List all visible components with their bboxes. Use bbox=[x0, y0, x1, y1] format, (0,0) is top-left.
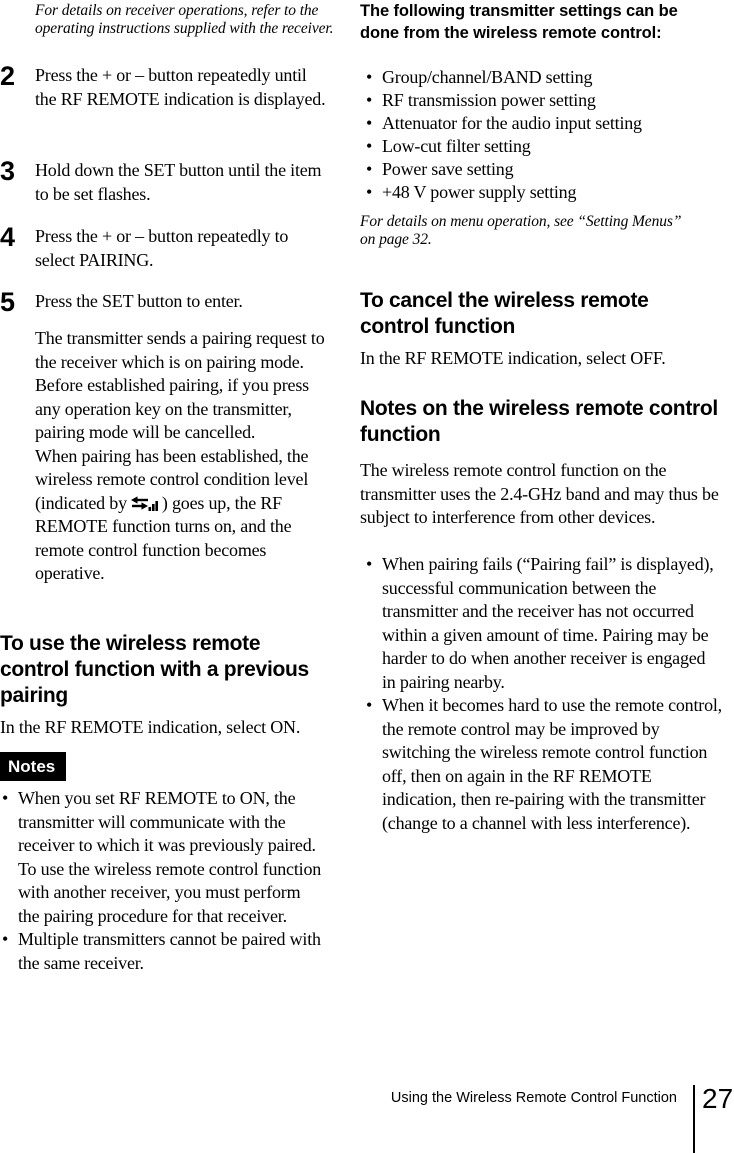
step-text: Press the + or – button repeatedly to select PAIRING. bbox=[35, 226, 289, 270]
interference-paragraph: The wireless remote control function on the transmitter uses the 2.4-GHz band and may thus be subject to interference from other devices. bbox=[360, 460, 719, 527]
pairing-request-paragraph: The transmitter sends a pairing request to the receiver which is on pairing mode. bbox=[35, 328, 325, 372]
setting-text: RF transmission power setting bbox=[382, 90, 596, 110]
transmitter-settings-intro: The following transmitter settings can be done from the wireless remote control: bbox=[360, 2, 678, 42]
setting-text: Attenuator for the audio input setting bbox=[382, 113, 642, 133]
notes-badge: Notes bbox=[0, 752, 66, 781]
bullet-icon: • bbox=[366, 554, 373, 574]
page-number: 27 bbox=[702, 1083, 734, 1114]
step-number: 3 bbox=[0, 156, 16, 186]
list-item bbox=[0, 787, 326, 928]
step-2 bbox=[0, 61, 330, 111]
pairing-cancel-paragraph: Before established pairing, if you press any operation key on the transmitter, pairing mode will be cancelled. bbox=[35, 375, 309, 442]
footer-divider bbox=[693, 1085, 695, 1153]
heading-cancel-function: To cancel the wireless remote control function bbox=[360, 289, 649, 338]
heading-notes-function: Notes on the wireless remote control function bbox=[360, 397, 718, 446]
list-item bbox=[360, 158, 722, 181]
bullet-icon: • bbox=[366, 159, 373, 179]
list-item bbox=[360, 112, 722, 135]
bullet-icon: • bbox=[366, 182, 373, 202]
footer-section-title: Using the Wireless Remote Control Function bbox=[390, 1090, 677, 1106]
step-3 bbox=[0, 156, 330, 206]
select-on-paragraph: In the RF REMOTE indication, select ON. bbox=[0, 717, 301, 737]
step-text: Press the + or – button repeatedly until the RF REMOTE indication is displayed. bbox=[35, 65, 326, 109]
bullet-icon: • bbox=[2, 788, 9, 808]
list-item bbox=[360, 135, 722, 158]
bullet-icon: • bbox=[366, 136, 373, 156]
setting-text: Group/channel/BAND setting bbox=[382, 67, 593, 87]
left-column bbox=[0, 0, 334, 1050]
heading-previous-pairing: To use the wireless remote control function with a previous pairing bbox=[0, 632, 309, 707]
note-text: Multiple transmitters cannot be paired with the same receiver. bbox=[18, 929, 321, 973]
setting-text: +48 V power supply setting bbox=[382, 182, 577, 202]
list-item bbox=[0, 928, 326, 975]
bullet-icon: • bbox=[366, 90, 373, 110]
step-number: 4 bbox=[0, 222, 16, 252]
setting-text: Power save setting bbox=[382, 159, 514, 179]
note-text: When you set RF REMOTE to ON, the transmitter will communicate with the receiver to which it was previously paired. To use the wireless remote control function with another receiver, you must perform the pairing procedure for that receiver. bbox=[18, 788, 322, 926]
list-item bbox=[360, 694, 723, 835]
menu-operation-note: For details on menu operation, see “Setting Menus” on page 32. bbox=[360, 213, 682, 248]
pairing-established-paragraph: When pairing has been established, the wireless remote control condition level (indicated by ) goes up, the RF REMOTE function turns on, and the remote control function becomes operative. bbox=[35, 445, 309, 583]
list-item bbox=[360, 89, 722, 112]
step5-explanation bbox=[35, 327, 327, 586]
right-column bbox=[360, 0, 724, 1050]
bullet-icon: • bbox=[366, 67, 373, 87]
wireless-signal-level-icon bbox=[131, 496, 158, 511]
step-text: Press the SET button to enter. bbox=[35, 291, 243, 311]
note-text: When pairing fails (“Pairing fail” is displayed), successful communication between the transmitter and the receiver has not occurred within a given amount of time. Pairing may be harder to do when another receiver is engaged in pairing nearby. bbox=[382, 554, 714, 692]
step-text: Hold down the SET button until the item to be set flashes. bbox=[35, 160, 322, 204]
function-notes-list bbox=[360, 553, 723, 835]
bullet-icon: • bbox=[366, 695, 373, 715]
step-4 bbox=[0, 222, 330, 272]
list-item bbox=[360, 66, 722, 89]
settings-list bbox=[360, 66, 722, 204]
note-text: When it becomes hard to use the remote control, the remote control may be improved by switching the wireless remote control function off, then on again in the RF REMOTE indication, then re-pairing with the transmitter (change to a channel with less interference). bbox=[382, 695, 722, 833]
list-item bbox=[360, 181, 722, 204]
step-5 bbox=[0, 287, 330, 317]
select-off-paragraph: In the RF REMOTE indication, select OFF. bbox=[360, 348, 666, 368]
list-item bbox=[360, 553, 723, 694]
step-number: 5 bbox=[0, 287, 16, 317]
bullet-icon: • bbox=[366, 113, 373, 133]
notes-list bbox=[0, 787, 326, 975]
setting-text: Low-cut filter setting bbox=[382, 136, 531, 156]
receiver-operations-note: For details on receiver operations, refer to the operating instructions supplied with the receiver. bbox=[35, 2, 334, 37]
bullet-icon: • bbox=[2, 929, 9, 949]
step-number: 2 bbox=[0, 61, 16, 91]
